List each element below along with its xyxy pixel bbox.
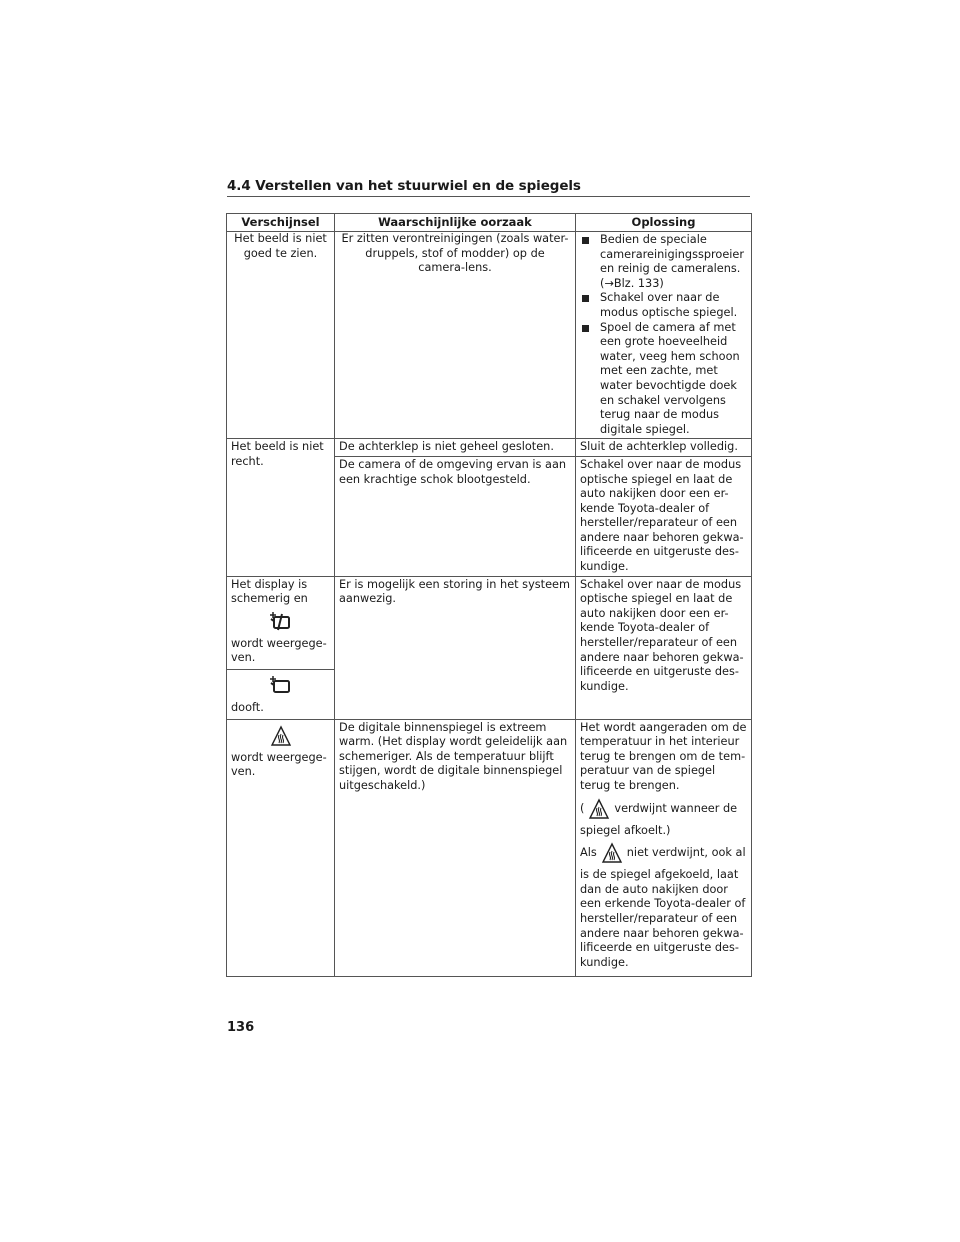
list-item: Schakel over naar de modus optische spiegel. [580, 291, 747, 320]
section-title: 4.4 Verstellen van het stuurwiel en de spiegels [227, 178, 581, 194]
troubleshooting-table [226, 213, 752, 977]
solution-fragment: verdwijnt wanneer de [614, 801, 738, 815]
solution-cell: Schakel over naar de modus optische spiegel en laat de auto nakijken door een er-kende Toyota-dealer of hersteller/reparateur of een andere naar behoren gekwa-lificeerde en uitgeruste des-kundige. [576, 456, 752, 576]
symptom-cell: Het beeld is niet goed te zien. [227, 232, 335, 439]
cause-cell: De achterklep is niet geheel gesloten. [335, 439, 576, 457]
page-header [227, 178, 750, 197]
column-header-cause: Waarschijnlijke oorzaak [335, 214, 576, 232]
cause-cell: Er zitten verontreinigingen (zoals water-druppels, stof of modder) op de camera-lens. [335, 232, 576, 439]
symptom-cell [227, 719, 335, 977]
solution-cell: Schakel over naar de modus optische spiegel en laat de auto nakijken door een er-kende Toyota-dealer of hersteller/reparateur of een andere naar behoren gekwa-lificeerde en uitgeruste des-kundige. [576, 576, 752, 719]
paren-open: ( [580, 801, 585, 815]
solution-text: Het wordt aangeraden om de temperatuur in het interieur terug te brengen om de tem-peratuur van de spiegel terug te brengen. [580, 720, 747, 792]
icon-row [231, 607, 330, 637]
symptom-text: Het display is schemerig en [231, 577, 308, 606]
icon-row [231, 721, 330, 751]
symptom-cell [227, 576, 335, 669]
symptom-cell [227, 670, 335, 720]
camera-slash-icon [268, 612, 294, 632]
symptom-text: wordt weergege-ven. [231, 636, 327, 665]
symptom-text: wordt weergege-ven. [231, 750, 327, 779]
cause-cell: De camera of de omgeving ervan is aan een krachtige schok blootgesteld. [335, 456, 576, 576]
table-row [227, 232, 752, 439]
page-number: 136 [227, 1020, 255, 1035]
temperature-warning-icon [588, 798, 610, 820]
column-header-symptom: Verschijnsel [227, 214, 335, 232]
solution-text [580, 842, 747, 864]
solution-fragment: niet verdwijnt, ook al [626, 846, 746, 860]
camera-icon [268, 676, 294, 696]
table-row [227, 576, 752, 669]
solution-cell [576, 719, 752, 977]
icon-row [231, 671, 330, 701]
column-header-solution: Oplossing [576, 214, 752, 232]
solution-cell [576, 232, 752, 439]
solution-text [580, 798, 747, 820]
symptom-text: dooft. [231, 701, 264, 715]
symptom-cell: Het beeld is niet recht. [227, 439, 335, 576]
solution-cell: Sluit de achterklep volledig. [576, 439, 752, 457]
temperature-warning-icon [270, 725, 292, 747]
table-row [227, 719, 752, 977]
solution-list [580, 233, 747, 437]
table-header-row [227, 214, 752, 232]
list-item: Bedien de speciale camerareinigingssproeier en reinig de cameralens. (→Blz. 133) [580, 233, 747, 291]
temperature-warning-icon [601, 842, 623, 864]
solution-text: spiegel afkoelt.) [580, 823, 671, 837]
solution-fragment: Als [580, 846, 597, 860]
cause-cell: De digitale binnenspiegel is extreem warm. (Het display wordt geleidelijk aan schemeriger. Als de temperatuur blijft stijgen, wordt de digitale binnenspiegel uitgeschakeld.) [335, 719, 576, 977]
table-row [227, 439, 752, 457]
list-item: Spoel de camera af met een grote hoeveelheid water, veeg hem schoon met een zachte, met water bevochtigde doek en schakel vervolgens terug naar de modus digitale spiegel. [580, 321, 747, 438]
solution-text: is de spiegel afgekoeld, laat dan de auto nakijken door een erkende Toyota-dealer of hersteller/reparateur of een andere naar behoren gekwa-lificeerde en uitgeruste des-kundige. [580, 868, 746, 969]
cause-cell: Er is mogelijk een storing in het systeem aanwezig. [335, 576, 576, 719]
